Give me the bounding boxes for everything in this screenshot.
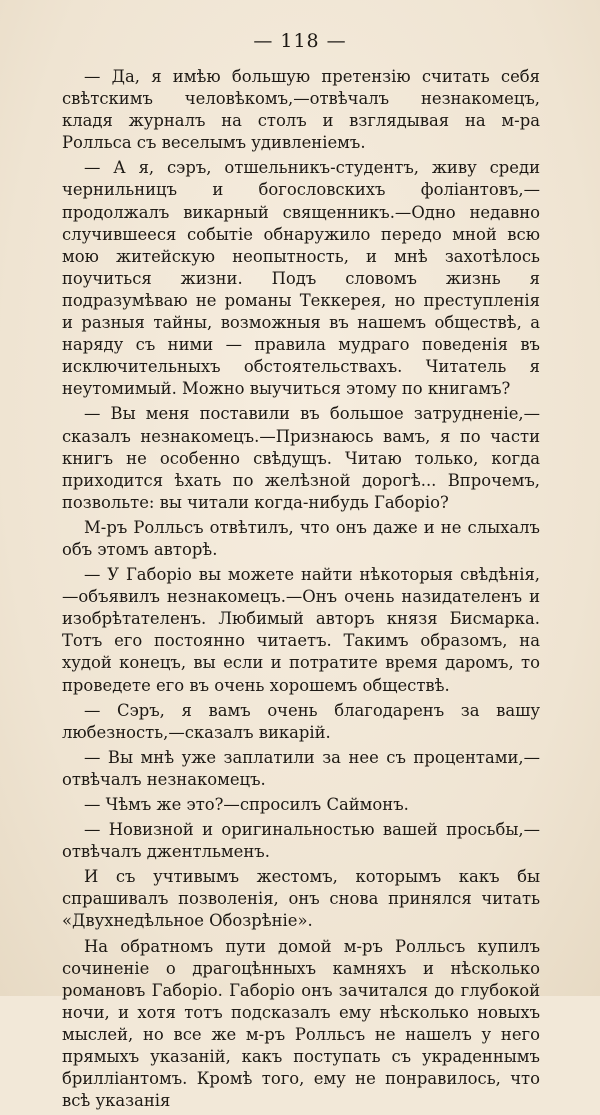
paragraph: — Вы мнѣ уже заплатили за нее съ процентами,—отвѣчалъ незнакомецъ. [62,747,540,789]
paragraph: М-ръ Ролльсъ отвѣтилъ, что онъ даже и не слыхалъ объ этомъ авторѣ. [62,517,540,559]
paragraph: — А я, сэръ, отшельникъ-студентъ, живу среди чернильницъ и богословскихъ фоліантовъ,—продолжалъ викарный священникъ.—Одно недавно случившееся событіе обнаружило передо мной всю мою житейскую неопытность, и мнѣ захотѣлось поучиться жизни. Подъ словомъ жизнь я подразумѣваю не романы Теккерея, но преступленія и разныя тайны, возможныя въ нашемъ обществѣ, а наряду съ ними — правила мудраго поведенія въ исключительныхъ обстоятельствахъ. Читатель я неутомимый. Можно выучиться этому по книгамъ? [62,158,540,399]
page-number: — 118 — [253,30,347,52]
paragraph: И съ учтивымъ жестомъ, которымъ какъ бы спрашивалъ позволенія, онъ снова принялся читать «Двухнедѣльное Обозрѣніе». [62,867,540,931]
paragraph: — Вы меня поставили въ большое затрудненіе,—сказалъ незнакомецъ.—Признаюсь вамъ, я по части книгъ не особенно свѣдущъ. Читаю только, когда приходится ѣхать по желѣзной дорогѣ... Впрочемъ, позвольте: вы читали когда-нибудь Габоріо? [62,404,540,512]
paragraph: На обратномъ пути домой м-ръ Ролльсъ купилъ сочиненіе о драгоцѣнныхъ камняхъ и нѣсколько романовъ Габоріо. Габоріо онъ зачитался до глубокой ночи, и хотя тотъ подсказалъ ему нѣсколько новыхъ мыслей, но все же м-ръ Ролльсъ не нашелъ у него прямыхъ указаній, какъ поступать съ украденнымъ брилліантомъ. Кромѣ того, ему не понравилось, что всѣ указанія [62,936,540,1111]
body-text [62,66,540,1115]
paragraph: — Сэръ, я вамъ очень благодаренъ за вашу любезность,—сказалъ викарій. [62,700,540,742]
paragraph: — У Габоріо вы можете найти нѣкоторыя свѣдѣнія,—объявилъ незнакомецъ.—Онъ очень назидателенъ и изобрѣтателенъ. Любимый авторъ князя Бисмарка. Тотъ его постоянно читаетъ. Такимъ образомъ, на худой конецъ, вы если и потратите время даромъ, то проведете его въ очень хорошемъ обществѣ. [62,565,540,695]
paragraph: — Новизной и оригинальностью вашей просьбы,—отвѣчалъ джентльменъ. [62,820,540,862]
paragraph: — Да, я имѣю большую претензію считать себя свѣтскимъ человѣкомъ,—отвѣчалъ незнакомецъ, кладя журналъ на столъ и взглядывая на м-ра Ролльса съ веселымъ удивленіемъ. [62,67,540,153]
paragraph: — Чѣмъ же это?—спросилъ Саймонъ. [84,795,409,814]
